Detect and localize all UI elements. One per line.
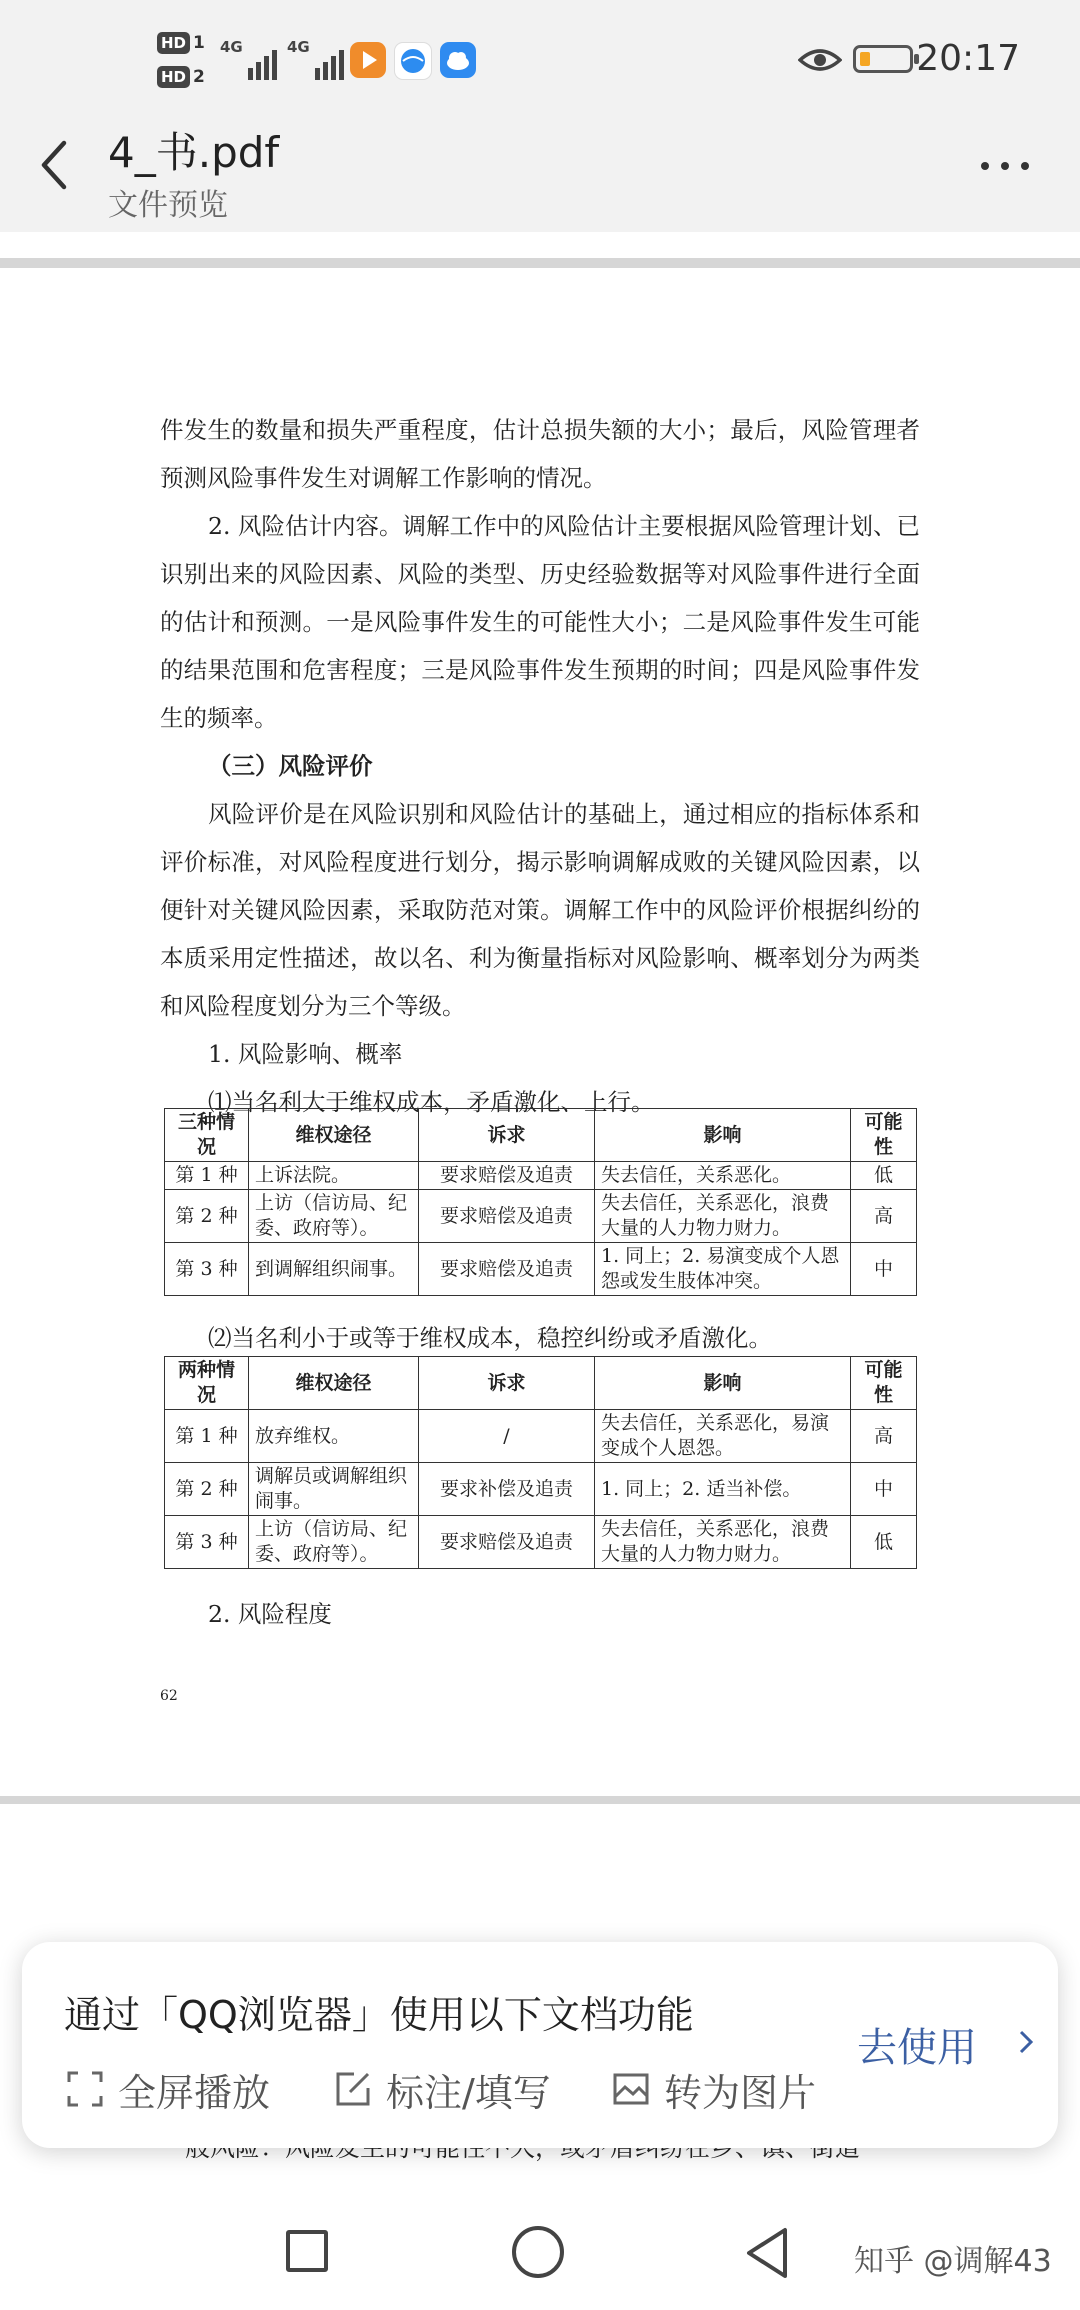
table-cell: 第 1 种 [165,1162,249,1190]
video-app-icon [350,42,386,78]
signal-strength-icon: 4G [287,36,347,80]
hd-indicator-1: HD 1 [157,32,209,58]
risk-table-2 [164,1356,917,1569]
pdf-page [0,268,1080,1796]
nav-back-button[interactable] [743,2226,793,2280]
option-label: 转为图片 [664,2071,817,2115]
paragraph: 2. 风险估计内容。调解工作中的风险估计主要根据风险管理计划、已识别出来的风险因素、风险的类型、历史经验数据等对风险事件进行全面的估计和预测。一是风险事件发生的可能性大小；二是风险事件发生可能的结果范围和危害程度；三是风险事件发生预期的时间；四是风险事件发生的频率。 [160,512,920,732]
table-cell: 第 2 种 [165,1463,249,1516]
table-row [165,1410,917,1463]
header-cell: 维权途径 [249,1109,419,1162]
header-cell: 诉求 [419,1357,595,1410]
table-row [165,1463,917,1516]
header-cell: 影响 [595,1109,851,1162]
table-cell: 高 [851,1410,917,1463]
image-icon [612,2070,650,2108]
table-cell: 要求赔偿及追责 [419,1162,595,1190]
annotate-fill-option[interactable] [334,2062,604,2115]
table-cell: 要求赔偿及追责 [419,1190,595,1243]
status-time: 20:17 [916,38,1020,79]
table-caption: ⑵当名利小于或等于维权成本，稳控纠纷或矛盾激化。 [208,1324,772,1352]
table-cell: / [419,1410,595,1463]
cloud-app-icon [440,42,476,78]
header-cell: 诉求 [419,1109,595,1162]
table-cell: 高 [851,1190,917,1243]
table-row [165,1516,917,1569]
table-cell: 放弃维权。 [249,1410,419,1463]
watermark: 知乎 @调解43 [854,2244,1052,2279]
back-button[interactable] [30,135,80,195]
home-button[interactable] [512,2226,564,2278]
page-divider [0,258,1080,268]
header-cell: 可能性 [851,1357,917,1410]
more-options-button[interactable] [975,150,1035,180]
table-cell: 第 3 种 [165,1516,249,1569]
convert-to-image-option[interactable] [612,2062,852,2115]
table-cell: 要求赔偿及追责 [419,1516,595,1569]
table-cell: 失去信任，关系恶化，浪费大量的人力物力财力。 [595,1190,851,1243]
paragraph: 风险评价是在风险识别和风险估计的基础上，通过相应的指标体系和评价标准，对风险程度进行划分，揭示影响调解成败的关键风险因素，以便针对关键风险因素，采取防范对策。调解工作中的风险评价根据纠纷的本质采用定性描述，故以名、利为衡量指标对风险影响、概率划分为两类和风险程度划分为三个等级。 [160,800,920,1020]
header-cell: 两种情况 [165,1357,249,1410]
table-cell: 失去信任，关系恶化，易演变成个人恩怨。 [595,1410,851,1463]
section-heading: （三）风险评价 [208,752,373,780]
table-cell: 第 3 种 [165,1243,249,1296]
button-label: 去使用 [857,2025,977,2071]
table-cell: 失去信任，关系恶化。 [595,1162,851,1190]
signal-strength-icon: 4G [220,36,280,80]
fullscreen-play-option[interactable] [66,2062,326,2115]
table-cell: 失去信任，关系恶化，浪费大量的人力物力财力。 [595,1516,851,1569]
table-cell: 第 1 种 [165,1410,249,1463]
risk-table-1 [164,1108,917,1296]
table-cell: 低 [851,1516,917,1569]
table-row [165,1190,917,1243]
table-cell: 1. 同上；2. 适当补偿。 [595,1463,851,1516]
file-subtitle: 文件预览 [108,188,228,223]
table-cell: 到调解组织闹事。 [249,1243,419,1296]
table-cell: 1. 同上；2. 易演变成个人恩怨或发生肢体冲突。 [595,1243,851,1296]
chevron-right-icon [1017,2028,1035,2056]
subheading: 1. 风险影响、概率 [208,1040,403,1068]
header-cell: 影响 [595,1357,851,1410]
page-divider [0,1796,1080,1804]
page-number: 62 [160,1688,178,1704]
table-row [165,1162,917,1190]
header-cell: 维权途径 [249,1357,419,1410]
battery-icon [853,45,913,73]
table-row [165,1243,917,1296]
system-nav-bar [0,2218,1080,2310]
eye-comfort-icon [798,44,842,76]
file-title: 4_书.pdf [108,128,280,177]
top-bar [0,0,1080,232]
hd-indicator-2: HD 2 [157,66,209,92]
paragraph: 件发生的数量和损失严重程度，估计总损失额的大小；最后，风险管理者预测风险事件发生对调解工作影响的情况。 [160,416,920,492]
option-label: 全屏播放 [118,2071,271,2115]
table-caption: ⑴当名利大于维权成本，矛盾激化、上行。 [208,1088,655,1116]
table-cell: 中 [851,1243,917,1296]
header-cell: 三种情况 [165,1109,249,1162]
table-cell: 第 2 种 [165,1190,249,1243]
table-cell: 要求赔偿及追责 [419,1243,595,1296]
edit-icon [334,2070,372,2108]
recent-apps-button[interactable] [286,2230,328,2272]
banner-title: 通过「QQ浏览器」使用以下文档功能 [64,1993,694,2037]
table-header-row [165,1357,917,1410]
table-cell: 上访（信访局、纪委、政府等）。 [249,1190,419,1243]
header-cell: 可能性 [851,1109,917,1162]
table-cell: 低 [851,1162,917,1190]
document-body [160,406,920,1126]
qq-browser-banner[interactable] [22,1942,1058,2148]
table-cell: 中 [851,1463,917,1516]
table-cell: 调解员或调解组织闹事。 [249,1463,419,1516]
table-cell: 上访（信访局、纪委、政府等）。 [249,1516,419,1569]
option-label: 标注/填写 [386,2071,551,2115]
use-now-button[interactable] [857,2014,1037,2070]
fullscreen-icon [66,2070,104,2108]
table-cell: 上诉法院。 [249,1162,419,1190]
table-header-row [165,1109,917,1162]
subheading: 2. 风险程度 [208,1600,332,1628]
table-cell: 要求补偿及追责 [419,1463,595,1516]
browser-app-icon [394,42,432,80]
